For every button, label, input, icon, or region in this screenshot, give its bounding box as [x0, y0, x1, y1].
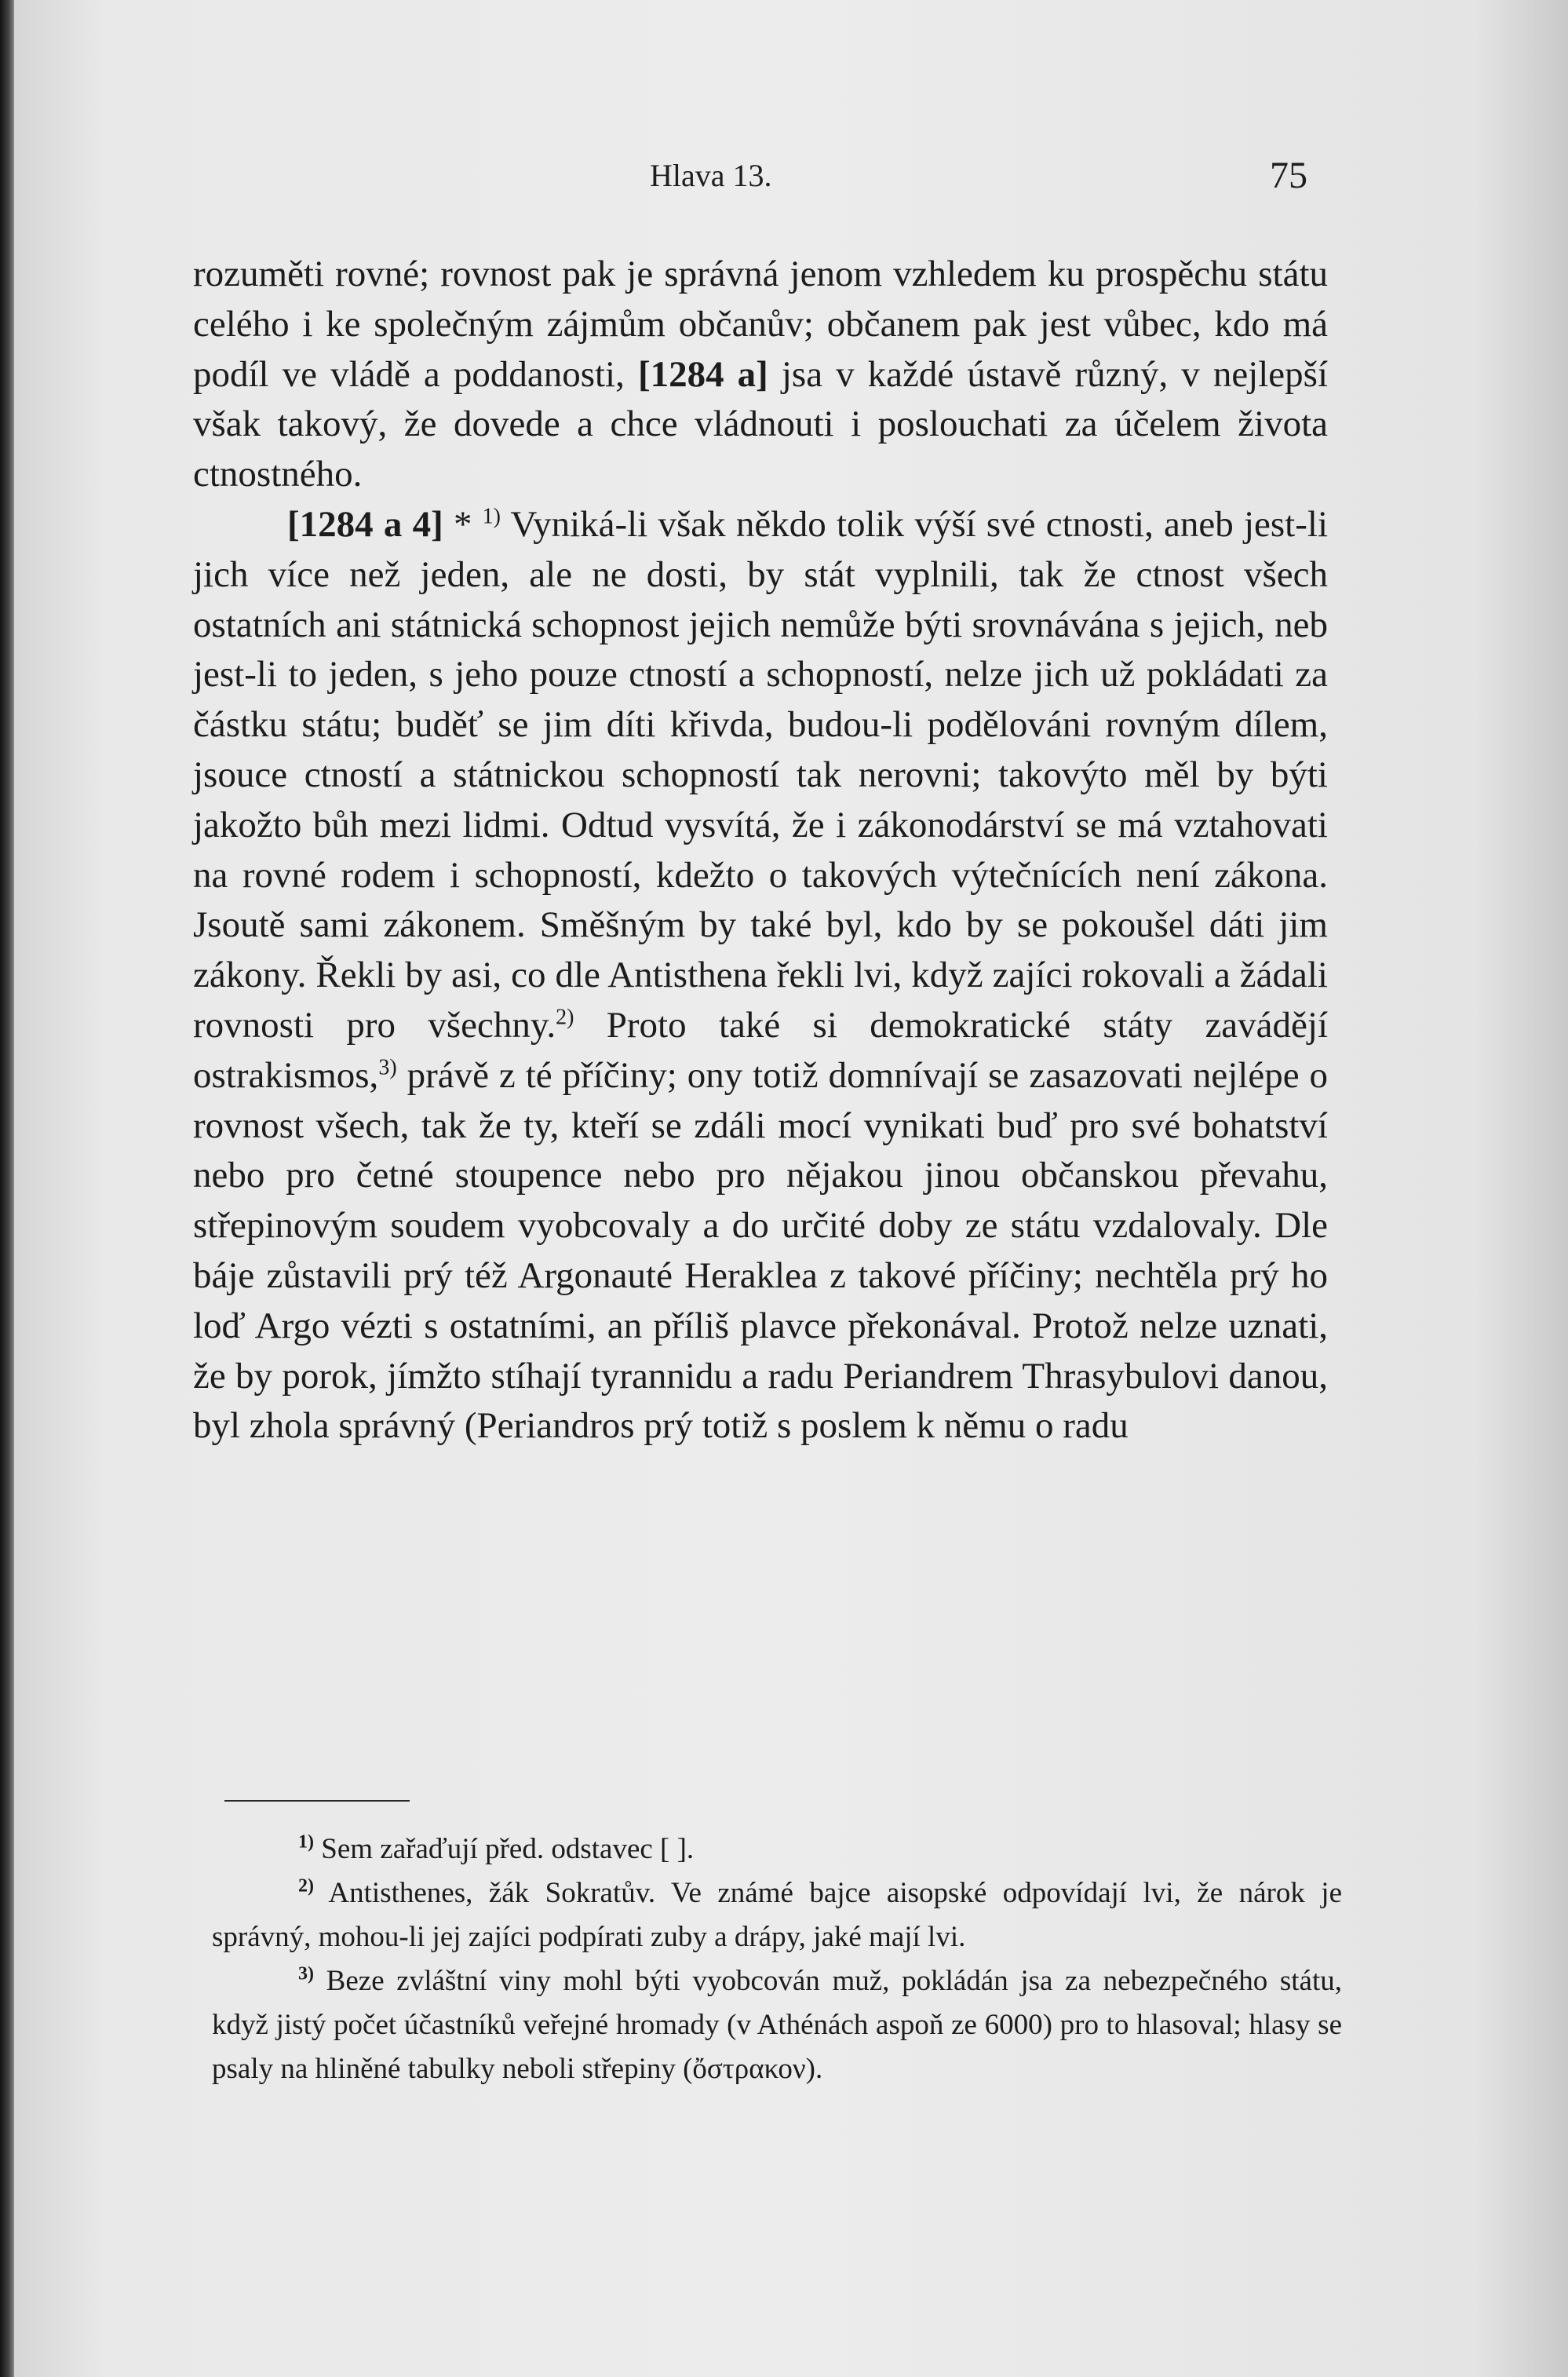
footnote-rule	[224, 1800, 410, 1802]
asterisk-mark: *	[453, 503, 472, 545]
paragraph-1	[193, 250, 1328, 500]
paragraph-2-part-a: Vyniká-li však někdo tolik výší své ctnosti, aneb jest-li jich více než jeden, ale ne dosti, by stát vyplnili, tak že ctnost všech ostatních ani státnická schopnost jejich nemůže býti srovnávána s jejich, neb jest-li to jeden, s jeho pouze ctností a schopností, nelze jich už pokládati za částku státu; buděť se jim díti křivda, budou-li podělováni rovným dílem, jsouce ctností a státnickou schopností tak nerovni; takovýto měl by býti jakožto bůh mezi lidmi. Odtud vysvítá, že i zákonodárství se má vztahovati na rovné rodem i schopností, kdežto o takových výtečnících není zákona. Jsoutě sami zákonem. Směšným by také byl, kdo by se pokoušel dáti jim zákony. Řekli by asi, co dle Antisthena řekli lvi, když zajíci rokovali a žádali rovnosti pro všechny.	[193, 503, 1329, 1046]
footnote-mark: 2)	[298, 1875, 314, 1897]
main-text	[193, 250, 1328, 1451]
footnote-2	[212, 1871, 1342, 1959]
footnote-mark: 1)	[298, 1831, 314, 1853]
footnote-text: Antisthenes, žák Sokratův. Ve známé bajce aisopské odpovídají lvi, že nárok je správný, mohou-li jej zajíci podpírati zuby a drápy, jaké mají lvi.	[212, 1877, 1342, 1953]
bekker-reference: [1284 a]	[637, 353, 768, 395]
footnote-1	[212, 1827, 1342, 1871]
bekker-reference: [1284 a 4]	[287, 503, 443, 545]
footnote-ref-3: 3)	[378, 1055, 397, 1080]
paragraph-1-end: jsa v každé ústavě různý, v nejlepší však takový, že dovede a chce vládnouti i poslouchati za účelem života ctnostného.	[193, 353, 1329, 495]
paragraph-2-part-b: Proto také si demokratické státy zavádějí ostrakismos,	[193, 1004, 1329, 1096]
footnote-mark: 3)	[298, 1963, 314, 1984]
scan-left-edge	[0, 0, 14, 2377]
book-page	[14, 0, 1568, 2377]
footnote-ref-2: 2)	[556, 1005, 574, 1030]
footnote-3	[212, 1959, 1342, 2091]
page-number: 75	[1270, 155, 1307, 196]
running-head: Hlava 13.	[650, 158, 772, 193]
page-header	[14, 157, 1568, 204]
footnote-ref-1: 1)	[482, 504, 501, 529]
footnotes	[212, 1827, 1342, 2091]
paragraph-2-part-c: právě z té příčiny; ony totiž domnívají se zasazovati nejlépe o rovnost všech, tak že ty, kteří se zdáli mocí vynikati buď pro své bohatství nebo pro četné stoupence nebo pro nějakou jinou občanskou převahu, střepinovým soudem vyobcovaly a do určité doby ze státu vzdalovaly. Dle báje zůstavili prý též Argonauté Heraklea z takové příčiny; nechtěla prý ho loď Argo vézti s ostatními, an příliš plavce překonával. Protož nelze uznati, že by porok, jímžto stíhají tyrannidu a radu Periandrem Thrasybulovi danou, byl zhola správný (Periandros prý totiž s poslem k němu o radu	[193, 1054, 1329, 1447]
paragraph-1-start: rozuměti rovné; rovnost pak je správná jenom vzhledem ku prospěchu státu celého i ke společným zájmům občanův; občanem pak jest vůbec, kdo má podíl ve vládě a poddanosti,	[193, 254, 1328, 395]
paragraph-2	[193, 500, 1328, 1451]
footnote-text: Beze zvláštní viny mohl býti vyobcován muž, pokládán jsa za nebezpečného státu, když jistý počet účastníků veřejné hromady (v Athénách aspoň ze 6000) pro to hlasoval; hlasy se psaly na hliněné tabulky neboli střepiny (ὄστρακον).	[212, 1965, 1342, 2085]
footnote-text: Sem zařaďují před. odstavec [ ].	[321, 1833, 695, 1865]
